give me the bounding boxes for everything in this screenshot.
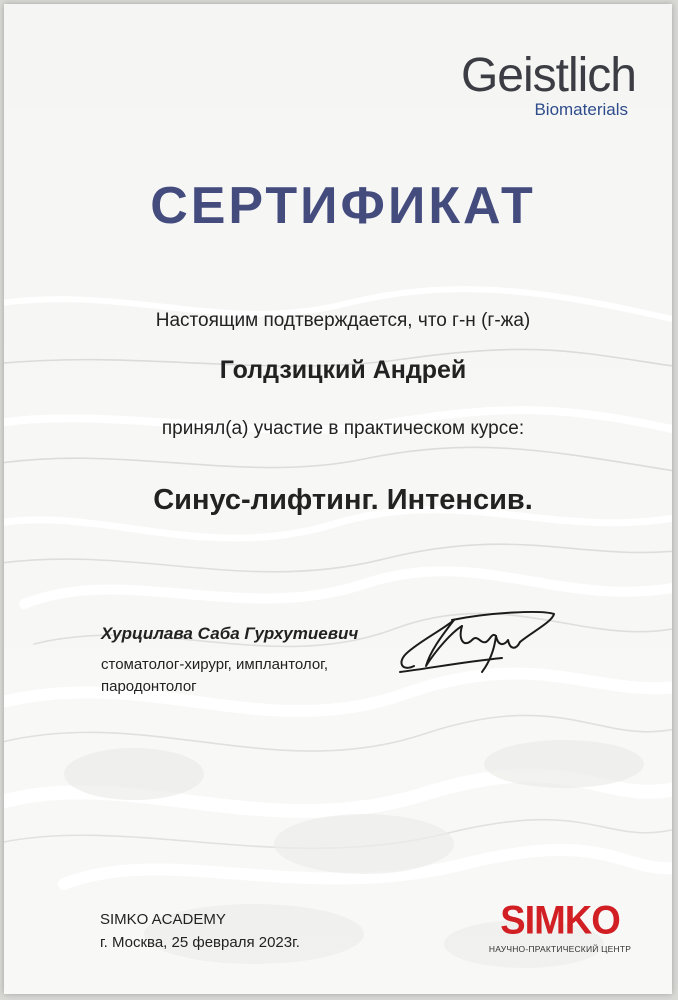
handwritten-signature bbox=[392, 602, 562, 680]
simko-logo-name: SIMKO bbox=[500, 898, 620, 944]
certificate-sheet bbox=[4, 4, 672, 994]
instructor-role bbox=[101, 654, 361, 698]
academy-name: SIMKO ACADEMY bbox=[100, 911, 226, 928]
instructor-role-line-1: стоматолог-хирург, имплантолог, bbox=[101, 656, 328, 673]
place-date: г. Москва, 25 февраля 2023г. bbox=[100, 934, 300, 951]
footer-block bbox=[100, 908, 300, 954]
participation-text: принял(а) участие в практическом курсе: bbox=[161, 418, 525, 439]
intro-text: Настоящим подтверждается, что г-н (г-жа) bbox=[155, 310, 531, 331]
instructor-name: Хурцилава Саба Гурхутиевич bbox=[101, 624, 359, 643]
geistlich-logo bbox=[460, 49, 636, 120]
course-name: Синус-лифтинг. Интенсив. bbox=[153, 484, 533, 516]
simko-logo bbox=[480, 898, 640, 954]
geistlich-logo-name: Geistlich bbox=[460, 49, 636, 102]
simko-logo-tagline: НАУЧНО-ПРАКТИЧЕСКИЙ ЦЕНТР bbox=[488, 944, 632, 954]
recipient-name: Голдзицкий Андрей bbox=[219, 356, 467, 384]
instructor-role-line-2: пародонтолог bbox=[101, 678, 197, 695]
instructor-block bbox=[101, 624, 361, 698]
certificate-title: СЕРТИФИКАТ bbox=[150, 177, 536, 235]
geistlich-logo-subtitle: Biomaterials bbox=[534, 100, 628, 119]
